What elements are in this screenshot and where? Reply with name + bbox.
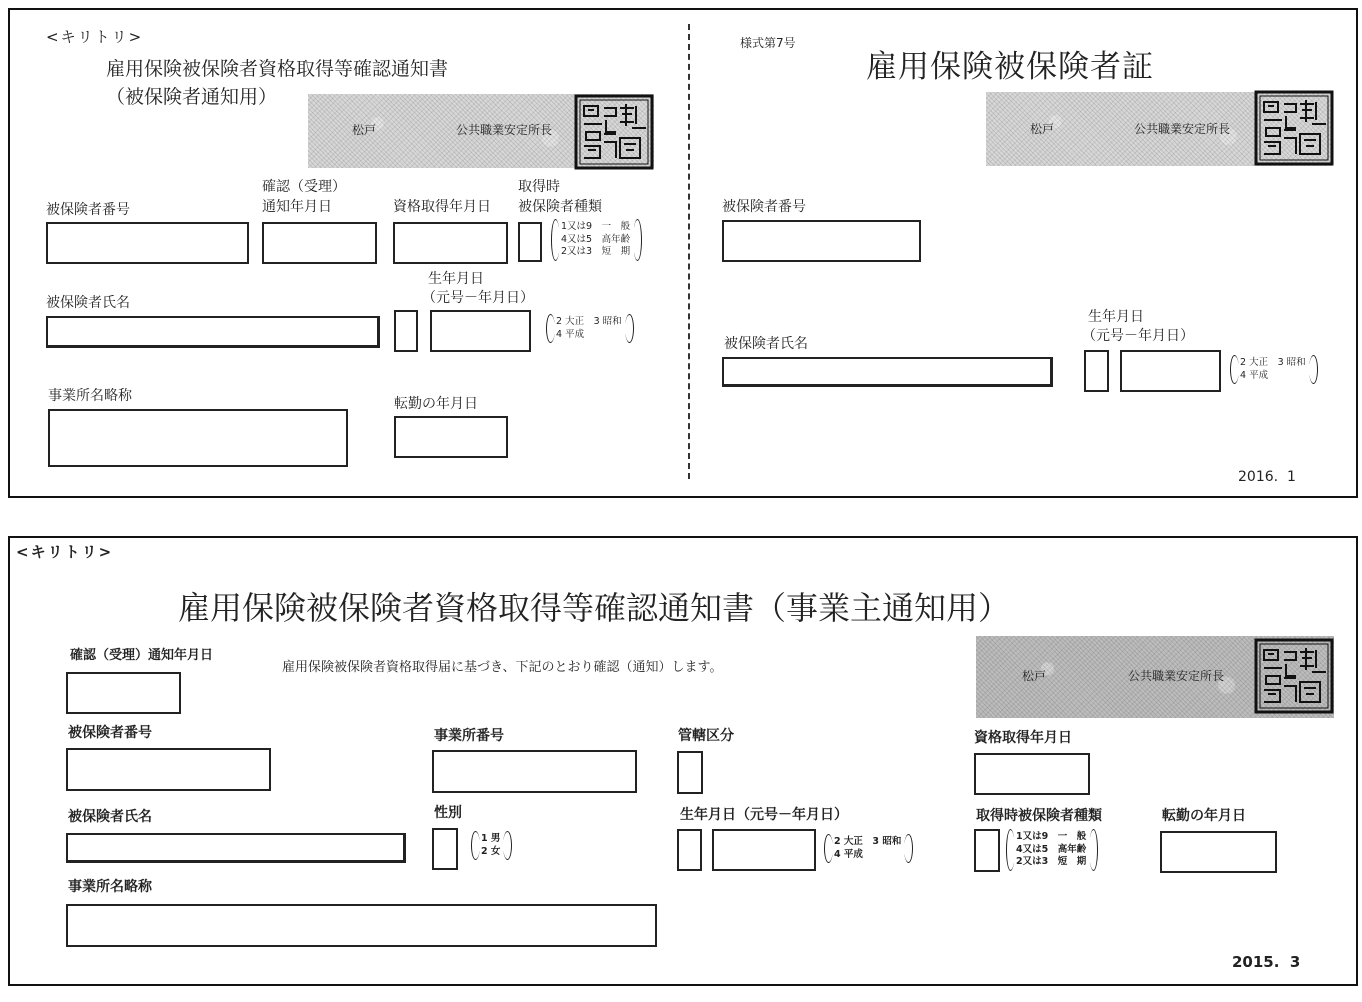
insured-type-field[interactable]	[518, 222, 542, 262]
label-birth-top: 生年月日	[428, 271, 484, 287]
emp-type-option-elderly: 4又は5 高年齢	[1016, 843, 1087, 855]
emp-type-options	[1016, 831, 1086, 869]
acquisition-date-field[interactable]	[393, 222, 508, 264]
insured-type-options	[561, 221, 630, 259]
emp-label-insured-name: 被保険者氏名	[68, 809, 152, 825]
emp-type-option-general: 1又は9 一 般	[1016, 831, 1087, 842]
insured-notice-title: 雇用保険被保険者資格取得等確認通知書	[106, 58, 449, 80]
office-name-left: 公共職業安定所長	[456, 123, 553, 137]
type-option-elderly: 4又は5 高年齢	[561, 233, 631, 245]
gender-option-male: 1 男	[481, 833, 501, 844]
card-label-birth-bottom: （元号－年月日）	[1082, 328, 1194, 344]
type-option-general: 1又は9 一 般	[561, 221, 631, 232]
emp-insured-name-field[interactable]	[66, 833, 406, 863]
label-insured-name: 被保険者氏名	[46, 295, 130, 311]
era-option-heisei: 4 平成	[556, 328, 585, 340]
insured-notice-subtitle: （被保険者通知用）	[106, 86, 278, 108]
emp-birth-era-field[interactable]	[677, 829, 702, 871]
official-seal-icon	[1254, 90, 1334, 166]
transfer-date-field[interactable]	[394, 416, 508, 458]
emp-gender-field[interactable]	[432, 828, 458, 870]
card-era-option-heisei: 4 平成	[1240, 369, 1269, 381]
card-insured-name-field[interactable]	[722, 357, 1053, 387]
card-birth-date-field[interactable]	[1120, 350, 1221, 392]
cut-label-bottom: <キリトリ>	[16, 543, 114, 561]
emp-era-option-heisei: 4 平成	[834, 848, 863, 860]
employer-version: 2015. 3	[1232, 953, 1301, 971]
era-option-taisho-showa: 2 大正 3 昭和	[556, 316, 622, 327]
office-city-left: 松戸	[352, 123, 377, 137]
emp-label-insured-number: 被保険者番号	[68, 725, 152, 741]
office-name-bottom: 公共職業安定所長	[1128, 669, 1225, 683]
label-transfer-date: 転勤の年月日	[394, 396, 478, 412]
card-label-birth-top: 生年月日	[1088, 309, 1144, 325]
employer-notice-title: 雇用保険被保険者資格取得等確認通知書（事業主通知用）	[178, 589, 1011, 627]
label-insured-number: 被保険者番号	[46, 202, 130, 218]
form-number: 様式第7号	[740, 36, 796, 50]
insured-card-title: 雇用保険被保険者証	[866, 49, 1154, 85]
cut-label-top: <キリトリ>	[46, 28, 144, 46]
insured-number-field[interactable]	[46, 222, 249, 264]
label-acquisition-date: 資格取得年月日	[393, 199, 491, 215]
employer-description: 雇用保険被保険者資格取得届に基づき、下記のとおり確認（通知）します。	[282, 660, 723, 675]
emp-label-confirm-date: 確認（受理）通知年月日	[70, 648, 214, 663]
card-birth-era-field[interactable]	[1084, 350, 1109, 392]
emp-transfer-date-field[interactable]	[1160, 831, 1277, 873]
emp-insured-number-field[interactable]	[66, 748, 271, 791]
emp-label-office-number: 事業所番号	[434, 728, 504, 744]
card-label-insured-name: 被保険者氏名	[724, 336, 808, 352]
official-seal-icon	[574, 94, 654, 170]
seal-characters	[0, 0, 1, 1]
emp-confirm-date-field[interactable]	[66, 672, 181, 714]
office-city-right: 松戸	[1030, 122, 1055, 136]
office-city-bottom: 松戸	[1022, 669, 1047, 683]
label-type-bottom: 被保険者種類	[518, 199, 602, 215]
emp-office-number-field[interactable]	[432, 750, 637, 793]
label-type-top: 取得時	[518, 179, 560, 195]
emp-jurisdiction-field[interactable]	[677, 751, 703, 794]
card-birth-era-options	[1240, 357, 1306, 382]
emp-label-birth: 生年月日（元号－年月日）	[680, 807, 848, 823]
birth-era-options	[556, 316, 622, 341]
card-era-option-taisho-showa: 2 大正 3 昭和	[1240, 357, 1306, 368]
emp-birth-date-field[interactable]	[712, 829, 816, 871]
emp-label-acquisition-date: 資格取得年月日	[974, 730, 1072, 746]
office-abbrev-field[interactable]	[48, 409, 348, 467]
label-confirm-top: 確認（受理）	[262, 179, 346, 195]
emp-label-type: 取得時被保険者種類	[976, 808, 1102, 824]
label-birth-bottom: （元号－年月日）	[422, 290, 534, 306]
official-seal-icon	[1254, 638, 1334, 714]
emp-era-option-taisho-showa: 2 大正 3 昭和	[834, 836, 902, 847]
birth-era-field[interactable]	[394, 310, 418, 352]
emp-label-transfer-date: 転勤の年月日	[1162, 808, 1246, 824]
emp-label-gender: 性別	[434, 805, 462, 821]
label-confirm-bottom: 通知年月日	[262, 199, 332, 215]
card-label-insured-number: 被保険者番号	[722, 199, 806, 215]
emp-label-jurisdiction: 管轄区分	[678, 728, 734, 744]
emp-office-abbrev-field[interactable]	[66, 904, 657, 947]
emp-type-option-short: 2又は3 短 期	[1016, 856, 1087, 868]
insured-name-field[interactable]	[46, 316, 380, 348]
emp-insured-type-field[interactable]	[974, 829, 1000, 872]
emp-birth-era-options	[834, 836, 901, 861]
card-insured-number-field[interactable]	[722, 220, 921, 262]
emp-acquisition-date-field[interactable]	[974, 753, 1090, 795]
type-option-short: 2又は3 短 期	[561, 246, 631, 258]
cut-line	[688, 24, 690, 479]
card-version: 2016. 1	[1238, 469, 1296, 485]
birth-date-field[interactable]	[430, 310, 531, 352]
confirm-date-field[interactable]	[262, 222, 377, 264]
office-name-right: 公共職業安定所長	[1134, 122, 1231, 136]
emp-label-office-abbrev: 事業所名略称	[68, 879, 152, 895]
gender-options	[481, 833, 500, 858]
label-office-abbrev: 事業所名略称	[48, 388, 132, 404]
gender-option-female: 2 女	[481, 845, 501, 857]
